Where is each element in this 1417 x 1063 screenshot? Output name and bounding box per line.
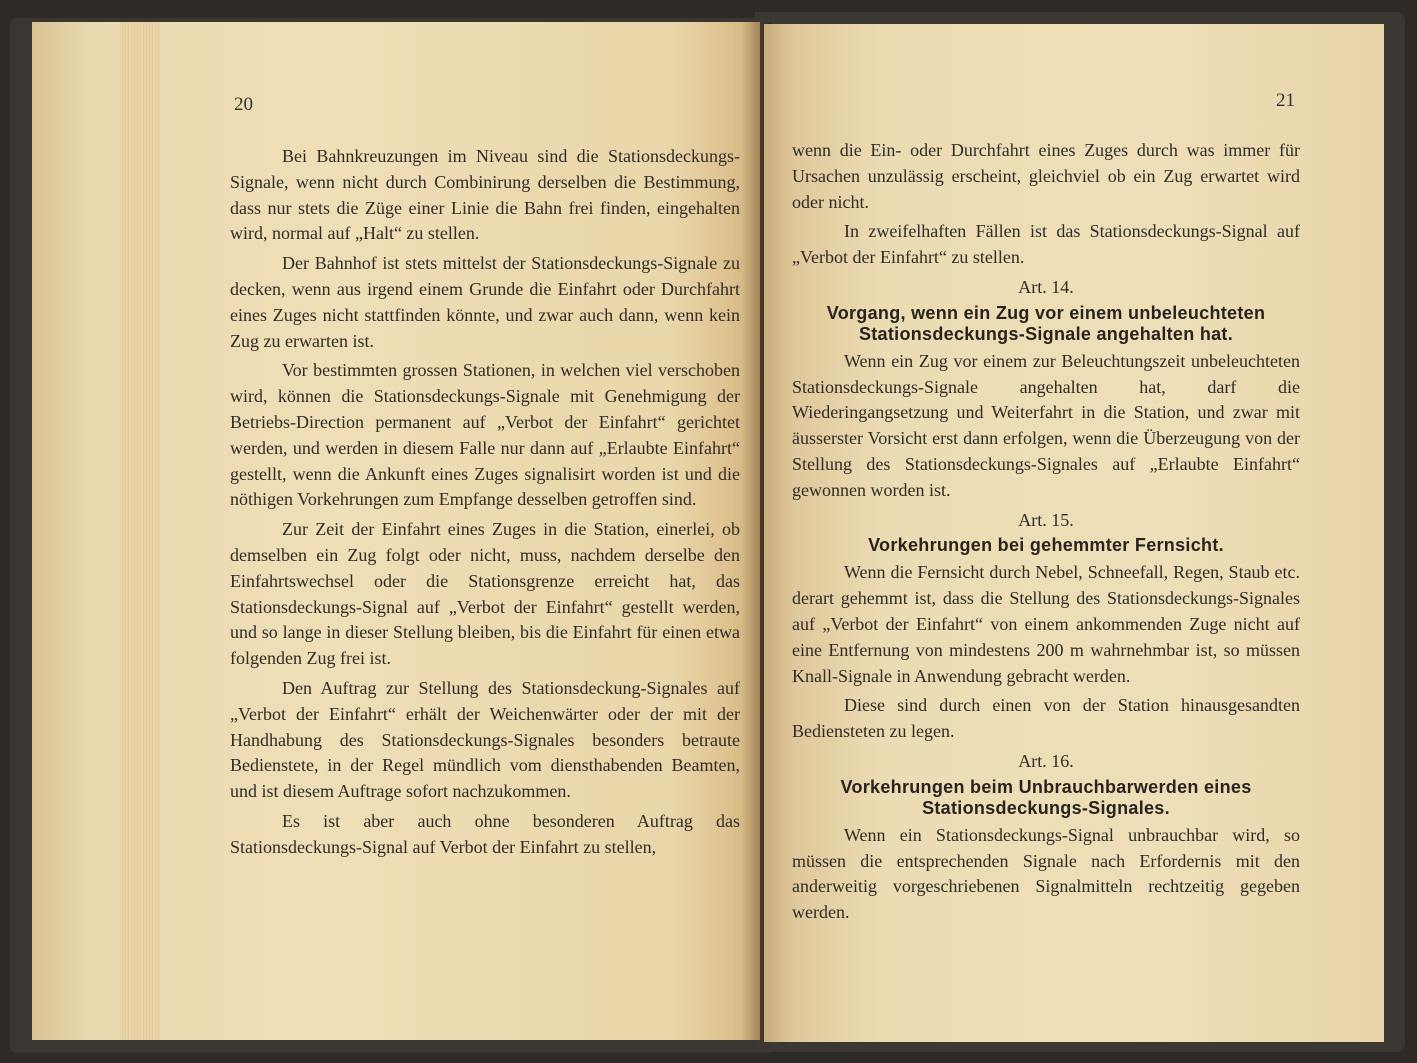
article-label: Art. 14.: [1018, 276, 1074, 297]
paragraph: wenn die Ein- oder Durchfahrt eines Zuges durch was immer für Ursachen unzulässig erscheint, gleichviel ob ein Zug erwartet wird oder nicht.: [792, 140, 1300, 212]
article-label: Art. 15.: [1018, 509, 1074, 530]
paragraph: Wenn ein Zug vor einem zur Beleuchtungszeit unbeleuchteten Stationsdeckungs-Signale angehalten hat, darf die Wiederingangsetzung und Weiterfahrt in die Station, und zwar mit äusserster Vorsicht erst dann erfolgen, wenn die Überzeugung von der Stellung des Stationsdeckungs-Signales auf „Erlaubte Einfahrt“ gewonnen worden ist.: [792, 350, 1300, 500]
paragraph: Den Auftrag zur Stellung des Stationsdeckung-Signales auf „Verbot der Einfahrt“ erhält der Weichenwärter oder der mit der Handhabung des Stationsdeckungs-Signales besonders betraute Bedienstete, in der Regel mündlich vom diensthabenden Beamten, und ist diesem Auftrage sofort nachzukommen.: [230, 677, 740, 802]
article-heading: Vorkehrungen bei gehemmter Fernsicht.: [868, 535, 1224, 556]
paragraph: Vor bestimmten grossen Stationen, in welchen viel verschoben wird, können die Stationsdeckungs-Signale mit Genehmigung der Betriebs-Direction permanent auf „Verbot der Einfahrt“ gerichtet werden, und werden in diesem Falle nur dann auf „Erlaubte Einfahrt“ gestellt, wenn die Ankunft eines Zuges signalisirt worden ist und die nöthigen Vorkehrungen zum Empfange desselben getroffen sind.: [230, 360, 740, 510]
paragraph: Diese sind durch einen von der Station hinausgesandten Bediensteten zu legen.: [792, 695, 1300, 742]
paragraph: Der Bahnhof ist stets mittelst der Stationsdeckungs-Signale zu decken, wenn aus irgend einem Grunde die Einfahrt oder Durchfahrt eines Zuges nicht stattfinden könnte, und zwar auch dann, wenn kein Zug zu erwarten ist.: [230, 253, 740, 351]
paragraph: Zur Zeit der Einfahrt eines Zuges in die Station, einerlei, ob demselben ein Zug folgt oder nicht, muss, nachdem derselbe den Einfahrtswechsel oder die Stationsgrenze erreicht hat, das Stationsdeckungs-Signal auf „Verbot der Einfahrt“ gestellt werden, und so lange in dieser Stellung bleiben, bis die Einfahrt für einen etwa folgenden Zug frei ist.: [230, 519, 740, 669]
page-number-left: 20: [234, 94, 253, 115]
left-page-text: [230, 144, 740, 865]
article-heading: Vorgang, wenn ein Zug vor einem unbeleuchteten Stationsdeckungs-Signale angehalten hat.: [826, 302, 1266, 344]
right-page: [764, 24, 1384, 1042]
paragraph: In zweifelhaften Fällen ist das Stationsdeckungs-Signal auf „Verbot der Einfahrt“ zu stellen.: [792, 221, 1300, 268]
page-number-right: 21: [1276, 90, 1295, 111]
paragraph: Bei Bahnkreuzungen im Niveau sind die Stationsdeckungs-Signale, wenn nicht durch Combinirung derselben die Bestimmung, dass nur stets die Züge einer Linie die Bahn frei finden, eingehalten wird, normal auf „Halt“ zu stellen.: [230, 146, 740, 244]
paragraph: Wenn die Fernsicht durch Nebel, Schneefall, Regen, Staub etc. derart gehemmt ist, dass die Stellung des Stationsdeckungs-Signales auf „Verbot der Einfahrt“ von einem ankommenden Zuge nicht auf eine Entfernung von mindestens 200 m wahrnehmbar ist, so müssen Knall-Signale in Anwendung gebracht werden.: [792, 562, 1300, 686]
right-page-text: [792, 138, 1300, 930]
article-heading: Vorkehrungen beim Unbrauchbarwerden eines Stationsdeckungs-Signales.: [840, 776, 1252, 818]
article-label: Art. 16.: [1018, 750, 1074, 771]
page-edges: [120, 22, 160, 1040]
paragraph: Es ist aber auch ohne besonderen Auftrag das Stationsdeckungs-Signal auf Verbot der Einfahrt zu stellen,: [230, 810, 740, 857]
paragraph: Wenn ein Stationsdeckungs-Signal unbrauchbar wird, so müssen die entsprechenden Signale nach Erfordernis mit den anderweitig vorgeschriebenen Signalmitteln rechtzeitig gegeben werden.: [792, 824, 1300, 923]
